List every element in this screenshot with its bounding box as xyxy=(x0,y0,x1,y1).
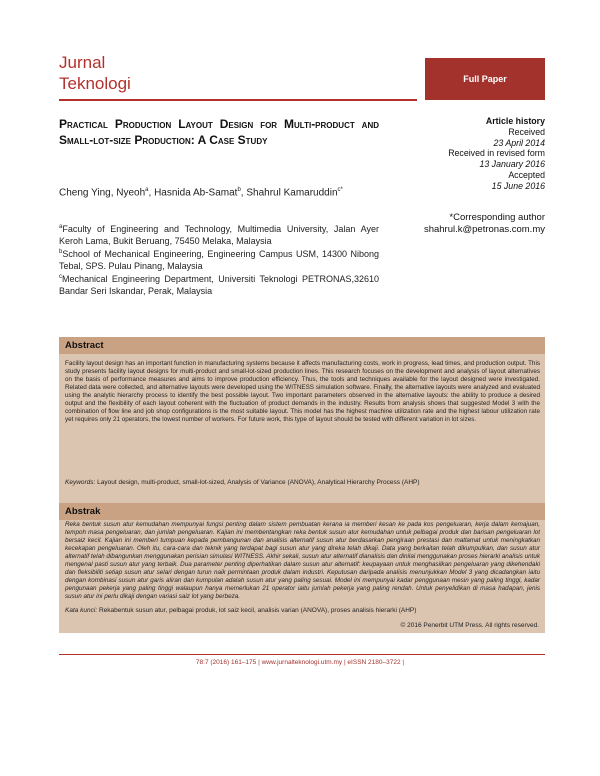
abstrak-keywords: Kata kunci: Rekabentuk susun atur, pelbagai produk, lot saiz kecil, analisis varian (ANOVA), proses analisis hierarki (AHP) xyxy=(65,607,417,614)
journal-name-line1: Jurnal xyxy=(59,53,106,72)
affiliations xyxy=(59,222,379,297)
footer-citation: 78:7 (2016) 161–175 | www.jurnalteknologi.utm.my | eISSN 2180–3722 | xyxy=(195,659,405,666)
abstract-keywords: Keywords: Layout design, multi-product, small-lot-sized, Analysis of Variance (ANOVA), Analytical Hierarchy Process (AHP) xyxy=(65,479,420,486)
revised-label: Received in revised form xyxy=(448,148,545,159)
affiliation-item: $^c$Mechanical Engineering Department, Universiti Teknologi PETRONAS,32610 Bandar Seri Iskandar, Perak, Malaysia xyxy=(59,274,379,296)
abstrak-heading: Abstrak xyxy=(59,503,545,520)
affiliation-item: $^a$Faculty of Engineering and Technology, Multimedia University, Jalan Ayer Keroh Lama, Bukit Beruang, 75450 Melaka, Malaysia xyxy=(59,224,379,246)
abstract-panel xyxy=(59,337,545,503)
author-name: Cheng Ying, Nyeoh xyxy=(59,187,146,199)
corresponding-email[interactable]: shahrul.k@petronas.com.my xyxy=(423,223,545,235)
author-list xyxy=(59,184,379,200)
history-heading: Article history xyxy=(485,116,545,126)
corresponding-label: *Corresponding author xyxy=(449,212,545,223)
article-title: Practical Production Layout Design for Multi-product and Small-lot-size Production: A Case Study xyxy=(59,117,379,147)
abstract-text: Facility layout design has an important function in manufacturing systems because it affects manufacturing costs, work in progress, lead times, and production output. This study presents facility layout designs for multi-product and small-lot-sized production lines. This research focuses on the development and analysis of layout alternatives on the basis of performance measures and aims to improve production efficiency. Thus, the tools and techniques available for the layout designed were investigated. Related data were collected, and alternative layouts were developed using the WITNESS simulation software. Finally, the alternative layouts were analyzed and evaluated using the analytic hierarchy process to identify the best possible layout. Two important parameters observed in the alternative layouts: the ability to produce a desired output and the flexibility of each layout coherent with the fluctuation of product demands in the industry. Results from analysis shows that suggested Model 3 with the combination of flow line and job shop configurations is the most suitable layout. This model has the highest machine utilization rate and the highest labour utilization rate yet requires only 21 operators, the lowest number of workers. For future work, this type of layout should be tested with different variation in lot sizes. xyxy=(65,360,540,423)
abstrak-panel xyxy=(59,503,545,633)
author-name: , Hasnida Ab-Samat xyxy=(148,187,238,199)
accepted-label: Accepted xyxy=(508,169,545,180)
abstrak-text: Reka bentuk susun atur kemudahan mempunyai fungsi penting dalam sistem pembuatan kerana ia memberi kesan ke pada kos pengeluaran, kerja dalam kemajuan, tempoh masa pengeluaran, dan jumlah pengeluaran. Kajian ini membentangkan reka bentuk susun atur kemudahan untuk pelbagai produk dan barisan pengeluaran lot bersaiz kecil. Kajian ini memberi tumpuan kepada pembangunan dan analisis alternatif susun atur berdasarkan pengiraan prestasi dan matlamat untuk meningkatkan kecekapan pengeluaran. Oleh itu, cara-cara dan teknik yang terdapat bagi susun atur yang direka telah dikaji. Data yang berkaitan telah dikumpulkan, dan susun atur alternatif telah dibangunkan menggunakan perisian simulasi WITNESS. Akhir sekali, susun atur alternatif dianalisis dan dinilai menggunakan proses hierarki analisis untuk mengenal pasti susun atur yang terbaik. Dua parameter penting diperhatikan dalam susun atur alternatif: keupayaan untuk menghasilkan pengeluaran yang dikehendaki dan fleksibiliti setiap susun atur selari dengan turun naik permintaan produk dalam industri. Keputusan daripada analisis menunjukkan Model 3 yang dicadangkan iaitu dengan kombinasi susun atur garis aliran dan kumpulan adalah susun atur yang paling sesuai. Model ini mempunyai kadar penggunaan mesin yang paling tinggi, kadar pengunaan pekerja yang paling tinggi walaupun hanya memerlukan 21 operator iaitu jumlah pekerja yang paling rendah. Untuk penyelidikan di masa hadapan, jenis susun atur ini perlu dikaji dengan variasi saiz lot yang berbeza. xyxy=(65,521,540,600)
author-affil-mark: a xyxy=(145,187,149,193)
footer-divider xyxy=(59,654,545,655)
journal-name xyxy=(59,52,259,94)
header-divider xyxy=(59,99,417,101)
abstract-heading: Abstract xyxy=(59,337,545,354)
author-affil-mark: b xyxy=(237,187,241,193)
article-history xyxy=(400,116,545,192)
author-name: , Shahrul Kamaruddin xyxy=(240,187,338,199)
received-label: Received xyxy=(508,126,545,137)
affiliation-item: $^b$School of Mechanical Engineering, Engineering Campus USM, 14300 Nibong Tebal, SPS. Pulau Pinang, Malaysia xyxy=(59,249,379,271)
accepted-date: 15 June 2016 xyxy=(491,180,545,191)
received-date: 23 April 2014 xyxy=(493,137,545,148)
copyright-notice: © 2016 Penerbit UTM Press. All rights reserved. xyxy=(400,622,539,629)
corresponding-author xyxy=(400,212,545,235)
author-affil-mark: c* xyxy=(337,187,343,193)
paper-type-badge: Full Paper xyxy=(425,58,545,100)
revised-date: 13 January 2016 xyxy=(479,159,545,170)
journal-name-line2: Teknologi xyxy=(59,74,131,93)
